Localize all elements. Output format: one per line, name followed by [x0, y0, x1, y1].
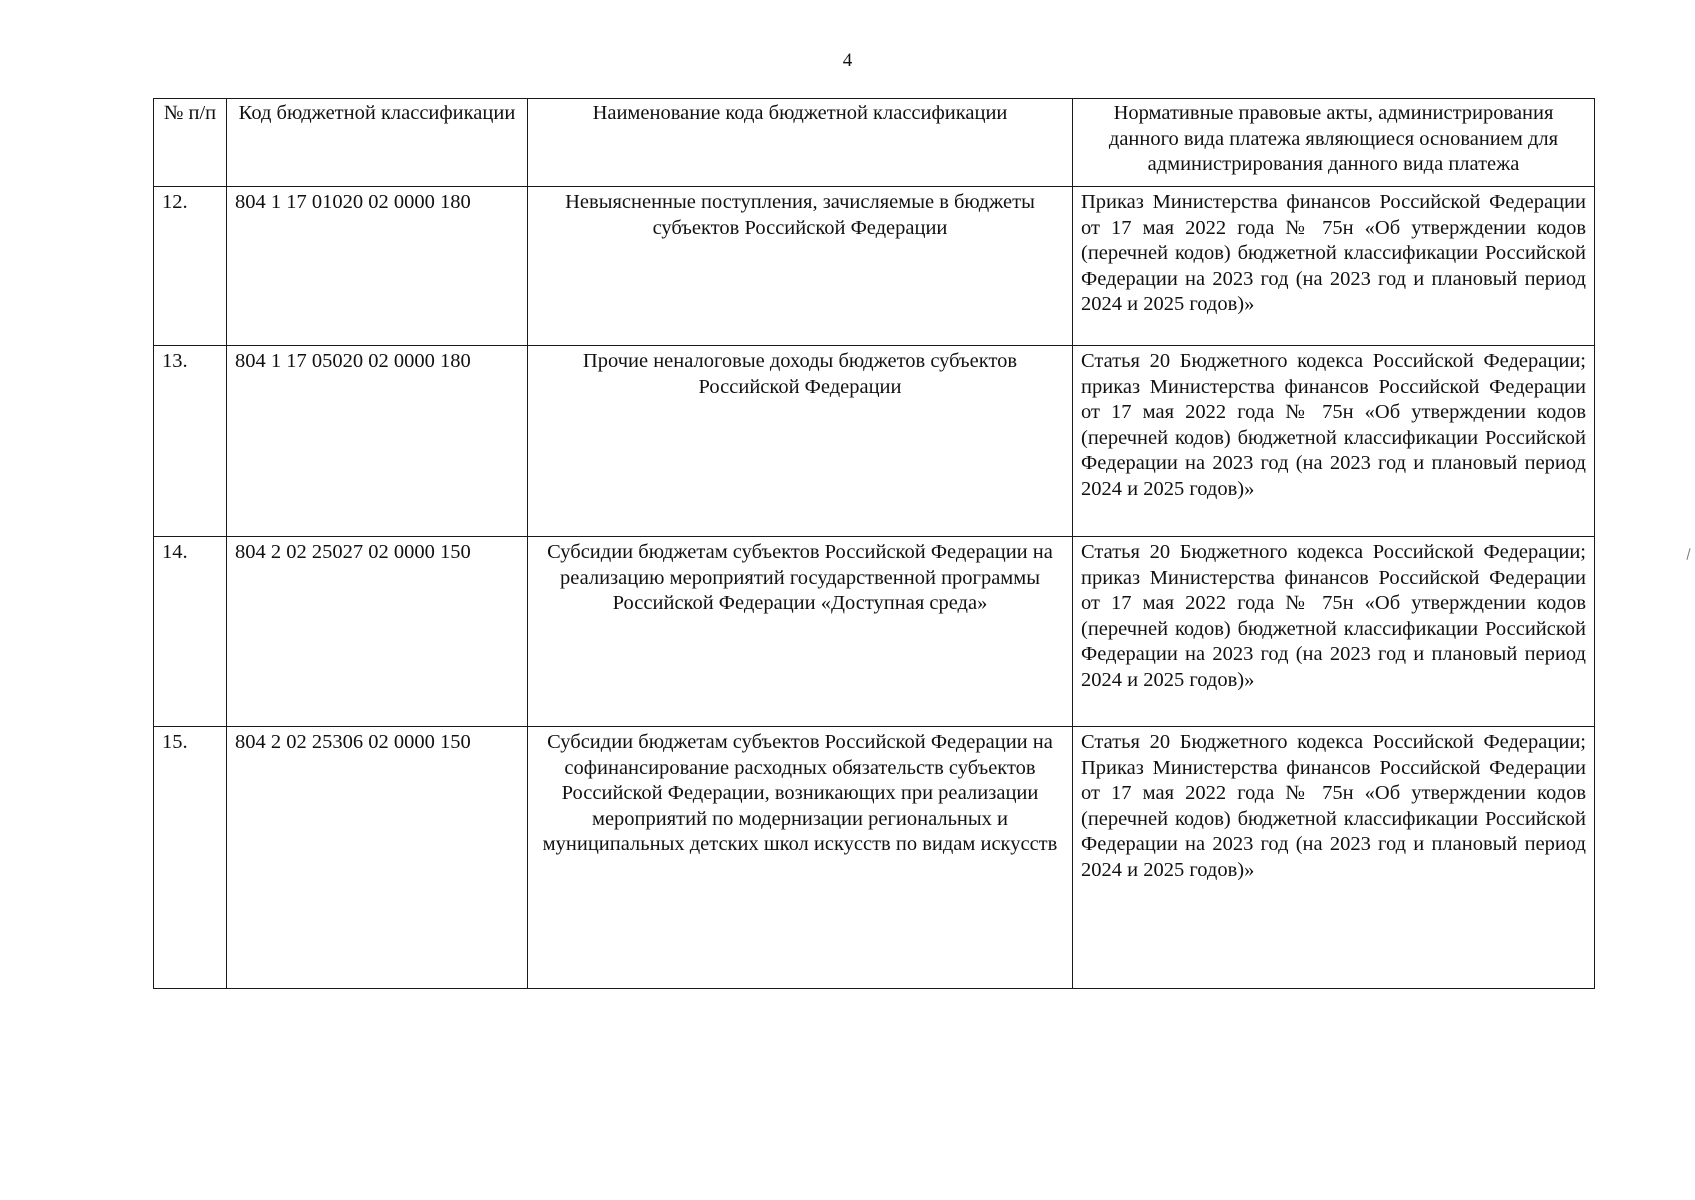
table-header-row: [154, 99, 1595, 187]
table-row: [154, 346, 1595, 537]
row-number: 15.: [154, 727, 227, 989]
budget-classification-table: [153, 98, 1595, 989]
legal-acts: Статья 20 Бюджетного кодекса Российской Федерации; приказ Министерства финансов Российской Федерации от 17 мая 2022 года № 75н «Об утверждении кодов (перечней кодов) бюджетной классификации Российской Федерации на 2023 год (на 2023 год и плановый период 2024 и 2025 годов)»: [1073, 346, 1595, 537]
code-name: Прочие неналоговые доходы бюджетов субъектов Российской Федерации: [528, 346, 1073, 537]
budget-code: 804 1 17 01020 02 0000 180: [227, 187, 528, 346]
header-code: Код бюджетной классификации: [227, 99, 528, 187]
row-number: 14.: [154, 537, 227, 727]
code-name: Субсидии бюджетам субъектов Российской Федерации на реализацию мероприятий государственной программы Российской Федерации «Доступная среда»: [528, 537, 1073, 727]
code-name: Субсидии бюджетам субъектов Российской Федерации на софинансирование расходных обязательств субъектов Российской Федерации, возникающих при реализации мероприятий по модернизации региональных и муниципальных детских школ искусств по видам искусств: [528, 727, 1073, 989]
table-row: [154, 537, 1595, 727]
row-number: 12.: [154, 187, 227, 346]
code-name: Невыясненные поступления, зачисляемые в бюджеты субъектов Российской Федерации: [528, 187, 1073, 346]
budget-code: 804 2 02 25306 02 0000 150: [227, 727, 528, 989]
header-acts: Нормативные правовые акты, администрирования данного вида платежа являющиеся основанием для администрирования данного вида платежа: [1073, 99, 1595, 187]
budget-code: 804 1 17 05020 02 0000 180: [227, 346, 528, 537]
legal-acts: Статья 20 Бюджетного кодекса Российской Федерации; приказ Министерства финансов Российской Федерации от 17 мая 2022 года № 75н «Об утверждении кодов (перечней кодов) бюджетной классификации Российской Федерации на 2023 год (на 2023 год и плановый период 2024 и 2025 годов)»: [1073, 537, 1595, 727]
table-row: [154, 187, 1595, 346]
header-name: Наименование кода бюджетной классификации: [528, 99, 1073, 187]
legal-acts: Статья 20 Бюджетного кодекса Российской Федерации; Приказ Министерства финансов Российской Федерации от 17 мая 2022 года № 75н «Об утверждении кодов (перечней кодов) бюджетной классификации Российской Федерации на 2023 год (на 2023 год и плановый период 2024 и 2025 годов)»: [1073, 727, 1595, 989]
header-num: № п/п: [154, 99, 227, 187]
row-number: 13.: [154, 346, 227, 537]
scan-edge-mark: [1686, 548, 1690, 560]
legal-acts: Приказ Министерства финансов Российской Федерации от 17 мая 2022 года № 75н «Об утверждении кодов (перечней кодов) бюджетной классификации Российской Федерации на 2023 год (на 2023 год и плановый период 2024 и 2025 годов)»: [1073, 187, 1595, 346]
page-number: 4: [842, 50, 853, 71]
budget-code: 804 2 02 25027 02 0000 150: [227, 537, 528, 727]
table-row: [154, 727, 1595, 989]
